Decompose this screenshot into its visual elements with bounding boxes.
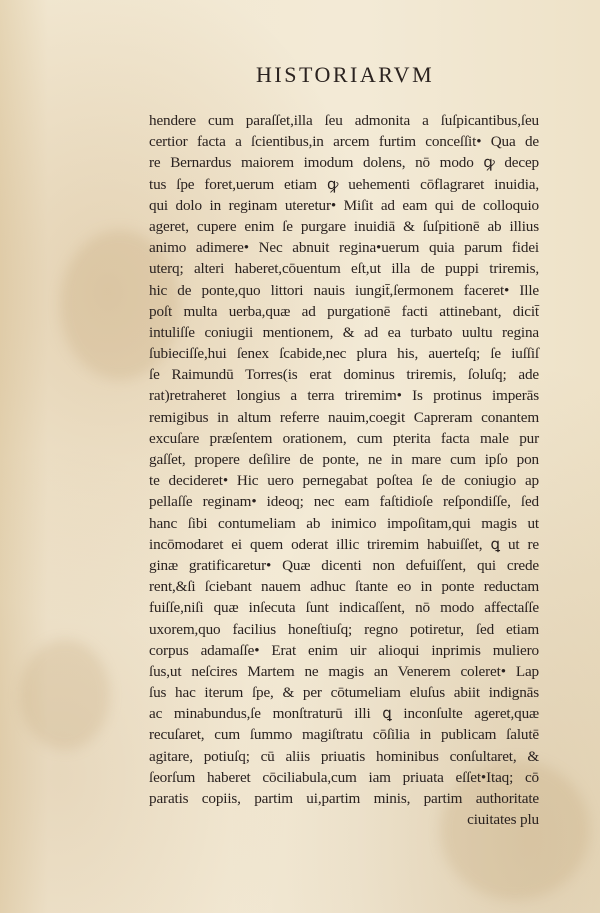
text-line: te decideret• Hic uero pernegabat poſtea ſe de coniugio ap bbox=[149, 472, 539, 490]
text-line: animo adimere• Nec abnuit regina•uerum quia parum fidei bbox=[149, 239, 539, 257]
text-line: ſeorſum haberet cōciliabula,cum iam priuata eſſet•Itaq; cō bbox=[149, 768, 539, 786]
text-line: rat)retraheret longius a terra triremim• Is protinus imperās bbox=[149, 387, 539, 405]
text-line: qui dolo in reginam uteretur• Miſit ad eam qui de colloquio bbox=[149, 196, 539, 214]
running-head: HISTORIARVM bbox=[256, 62, 435, 87]
text-line: hendere cum paraſſet,illa ſeu admonita a ſuſpicantibus,ſeu bbox=[149, 112, 539, 129]
text-line: gaſſet, propere deſilire de ponte, ne in mare cum ipſo pon bbox=[149, 451, 539, 468]
text-line: uterq; alteri haberet,cōuentum eſt,ut illa de puppi triremis, bbox=[149, 260, 539, 278]
text-line: tus ſpe foret,uerum etiam ꝙ uehementi cōflagraret inuidia, bbox=[149, 175, 539, 193]
text-block bbox=[149, 110, 539, 830]
text-line: excuſare præſentem orationem, cum pterita facta male pur bbox=[149, 429, 539, 447]
text-line: pellaſſe reginam• ideoq; nec eam faſtidioſe reſpondiſſe, ſed bbox=[149, 493, 539, 511]
text-line: ageret, cupere enim ſe purgare inuidiā & ſuſpitionē ab illius bbox=[149, 217, 539, 235]
text-line: ginæ gratificaretur• Quæ dicenti non defuiſſent, qui crede bbox=[149, 556, 539, 574]
paper-stain bbox=[20, 640, 110, 750]
text-line: hic de ponte,quo littori nauis iungit̄,ſermonem faceret• Ille bbox=[149, 281, 539, 299]
text-line: ſe Raimundū Torres(is erat dominus triremis, ſoluſq; ade bbox=[149, 366, 539, 384]
text-line: ſubieciſſe,hui ſenex ſcabide,nec plura his, auerteſq; ſe iuſſiſ bbox=[149, 345, 539, 363]
text-line: incōmodaret ei quem oderat illic triremim habuiſſet, ꝗ ut re bbox=[149, 535, 539, 553]
text-line: poſt multa uerba,quæ ad purgationē facti attinebant, dicit̄ bbox=[149, 302, 539, 320]
text-line: recuſaret, cum ſummo magiſtratu cōſilia in publicam ſalutē bbox=[149, 726, 539, 744]
text-line: corpus adamaſſe• Erat enim uir alioqui inprimis muliero bbox=[149, 641, 539, 659]
text-line: ſus hac iterum ſpe, & per cōtumeliam eluſus abiit indignās bbox=[149, 684, 539, 702]
text-line: rent,&ſi ſciebant nauem adhuc ſtante eo in ponte reductam bbox=[149, 578, 539, 596]
text-line: paratis copiis, partim ui,partim minis, partim authoritate bbox=[149, 790, 539, 807]
text-line: ciuitates plu bbox=[467, 811, 539, 829]
text-line: ſus,ut neſcires Martem ne magis an Venerem coleret• Lap bbox=[149, 662, 539, 680]
text-line: uxorem,quo facilius honeſtiuſq; regno potiretur, ſed etiam bbox=[149, 620, 539, 638]
text-line: agitare, potiuſq; cū aliis priuatis hominibus conſultaret, & bbox=[149, 747, 539, 765]
text-line: certior facta a ſcientibus,in arcem furtim conceſſit• Qua de bbox=[149, 133, 539, 151]
text-line: ac minabundus,ſe monſtraturū illi ꝗ inconſulte ageret,quæ bbox=[149, 705, 539, 723]
text-line: hanc ſibi contumeliam ab inimico impoſitam,qui magis ut bbox=[149, 514, 539, 532]
text-line: intuliſſe coniugii mentionem, & ad ea turbato uultu regina bbox=[149, 323, 539, 341]
text-line: fuiſſe,niſi quæ inſecuta ſunt indicaſſent, nō modo affectaſſe bbox=[149, 599, 539, 617]
text-line: remigibus in altum referre nauim,coegit Capreram conantem bbox=[149, 408, 539, 426]
text-line: re Bernardus maiorem imodum dolens, nō modo ꝙ decep bbox=[149, 154, 539, 172]
